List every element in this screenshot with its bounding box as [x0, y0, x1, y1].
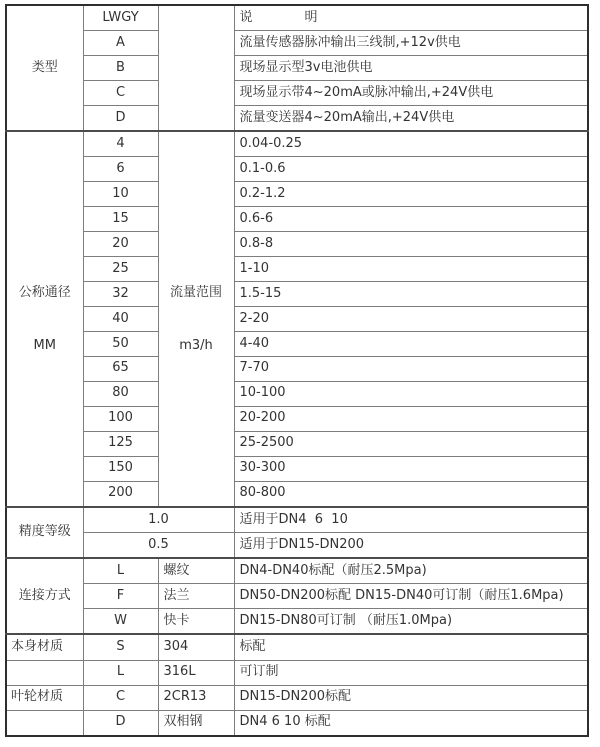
flow-range-value: 80-800 [234, 481, 588, 507]
table-row [6, 431, 588, 456]
flow-range-value: 10-100 [234, 381, 588, 406]
dn-value: 10 [83, 182, 158, 207]
connection-name: 法兰 [158, 584, 234, 609]
type-desc: 流量变送器4~20mA输出,+24V供电 [234, 106, 588, 132]
table-row [6, 533, 588, 559]
dn-value: 25 [83, 257, 158, 282]
flow-range-value: 4-40 [234, 332, 588, 357]
flow-range-value: 25-2500 [234, 431, 588, 456]
dn-value: 50 [83, 332, 158, 357]
flowmeter-spec-table [5, 4, 589, 737]
impeller-material-name: 316L [158, 660, 234, 685]
flow-range-value: 2-20 [234, 307, 588, 332]
diameter-label-line2: MM [33, 337, 56, 353]
table-row [6, 106, 588, 132]
table-row [6, 507, 588, 533]
table-row [6, 307, 588, 332]
body-material-section-label: 本身材质 [6, 634, 83, 660]
type-code: C [83, 81, 158, 106]
table-row [6, 381, 588, 406]
table-row [6, 182, 588, 207]
model-code-header: LWGY [83, 5, 158, 31]
connection-code: W [83, 609, 158, 635]
accuracy-value: 1.0 [83, 507, 234, 533]
impeller-material-empty-label [6, 710, 83, 736]
table-row [6, 685, 588, 710]
impeller-material-name: 双相钢 [158, 710, 234, 736]
impeller-material-code: C [83, 685, 158, 710]
table-row [6, 584, 588, 609]
body-material-desc: 标配 [234, 634, 588, 660]
connection-name: 螺纹 [158, 558, 234, 584]
dn-value: 100 [83, 406, 158, 431]
type-desc: 现场显示带4~20mA或脉冲输出,+24V供电 [234, 81, 588, 106]
connection-name: 快卡 [158, 609, 234, 635]
diameter-label-line1: 公称通径 [18, 285, 71, 301]
type-desc: 流量传感器脉冲输出三线制,+12v供电 [234, 31, 588, 56]
dn-value: 40 [83, 307, 158, 332]
flow-range-value: 0.2-1.2 [234, 182, 588, 207]
table-row [6, 558, 588, 584]
table-row [6, 56, 588, 81]
type-desc: 现场显示型3v电池供电 [234, 56, 588, 81]
dn-value: 32 [83, 282, 158, 307]
table-row [6, 131, 588, 157]
table-row [6, 207, 588, 232]
table-row [6, 660, 588, 685]
impeller-material-empty-label [6, 660, 83, 685]
description-header: 说 明 [234, 5, 588, 31]
body-material-name: 304 [158, 634, 234, 660]
dn-value: 6 [83, 157, 158, 182]
impeller-material-name: 2CR13 [158, 685, 234, 710]
flow-range-value: 1.5-15 [234, 282, 588, 307]
type-code: D [83, 106, 158, 132]
table-row [6, 257, 588, 282]
connection-code: L [83, 558, 158, 584]
table-row [6, 81, 588, 106]
dn-value: 80 [83, 381, 158, 406]
connection-desc: DN50-DN200标配 DN15-DN40可订制（耐压1.6Mpa) [234, 584, 588, 609]
connection-desc: DN4-DN40标配（耐压2.5Mpa) [234, 558, 588, 584]
table-row [6, 157, 588, 182]
table-row [6, 456, 588, 481]
table-row [6, 5, 588, 31]
impeller-material-section-label: 叶轮材质 [6, 685, 83, 710]
table-row [6, 406, 588, 431]
accuracy-section-label: 精度等级 [6, 507, 83, 558]
flow-range-value: 0.6-6 [234, 207, 588, 232]
dn-value: 150 [83, 456, 158, 481]
diameter-section-label [6, 131, 83, 507]
dn-value: 200 [83, 481, 158, 507]
dn-value: 4 [83, 131, 158, 157]
type-code: B [83, 56, 158, 81]
table-row [6, 31, 588, 56]
flow-range-value: 30-300 [234, 456, 588, 481]
impeller-material-code: L [83, 660, 158, 685]
dn-value: 125 [83, 431, 158, 456]
connection-code: F [83, 584, 158, 609]
type-spacer-cell [158, 5, 234, 131]
flow-range-label [158, 131, 234, 507]
flow-range-value: 0.04-0.25 [234, 131, 588, 157]
type-code: A [83, 31, 158, 56]
flow-range-label-line1: 流量范围 [169, 285, 222, 301]
impeller-material-desc: 可订制 [234, 660, 588, 685]
table-row [6, 710, 588, 736]
table-row [6, 634, 588, 660]
body-material-code: S [83, 634, 158, 660]
flow-range-value: 20-200 [234, 406, 588, 431]
type-section-label: 类型 [6, 5, 83, 131]
dn-value: 20 [83, 232, 158, 257]
connection-desc: DN15-DN80可订制 （耐压1.0Mpa) [234, 609, 588, 635]
flow-range-value: 1-10 [234, 257, 588, 282]
impeller-material-desc: DN4 6 10 标配 [234, 710, 588, 736]
table-row [6, 356, 588, 381]
flow-range-value: 7-70 [234, 356, 588, 381]
accuracy-desc: 适用于DN15-DN200 [234, 533, 588, 559]
impeller-material-code: D [83, 710, 158, 736]
flow-range-label-line2: m3/h [179, 337, 213, 353]
dn-value: 15 [83, 207, 158, 232]
accuracy-value: 0.5 [83, 533, 234, 559]
table-row [6, 332, 588, 357]
accuracy-desc: 适用于DN4 6 10 [234, 507, 588, 533]
flow-range-value: 0.1-0.6 [234, 157, 588, 182]
dn-value: 65 [83, 356, 158, 381]
flow-range-value: 0.8-8 [234, 232, 588, 257]
impeller-material-desc: DN15-DN200标配 [234, 685, 588, 710]
table-row [6, 609, 588, 635]
table-row [6, 282, 588, 307]
table-row [6, 481, 588, 507]
table-row [6, 232, 588, 257]
connection-section-label: 连接方式 [6, 558, 83, 634]
